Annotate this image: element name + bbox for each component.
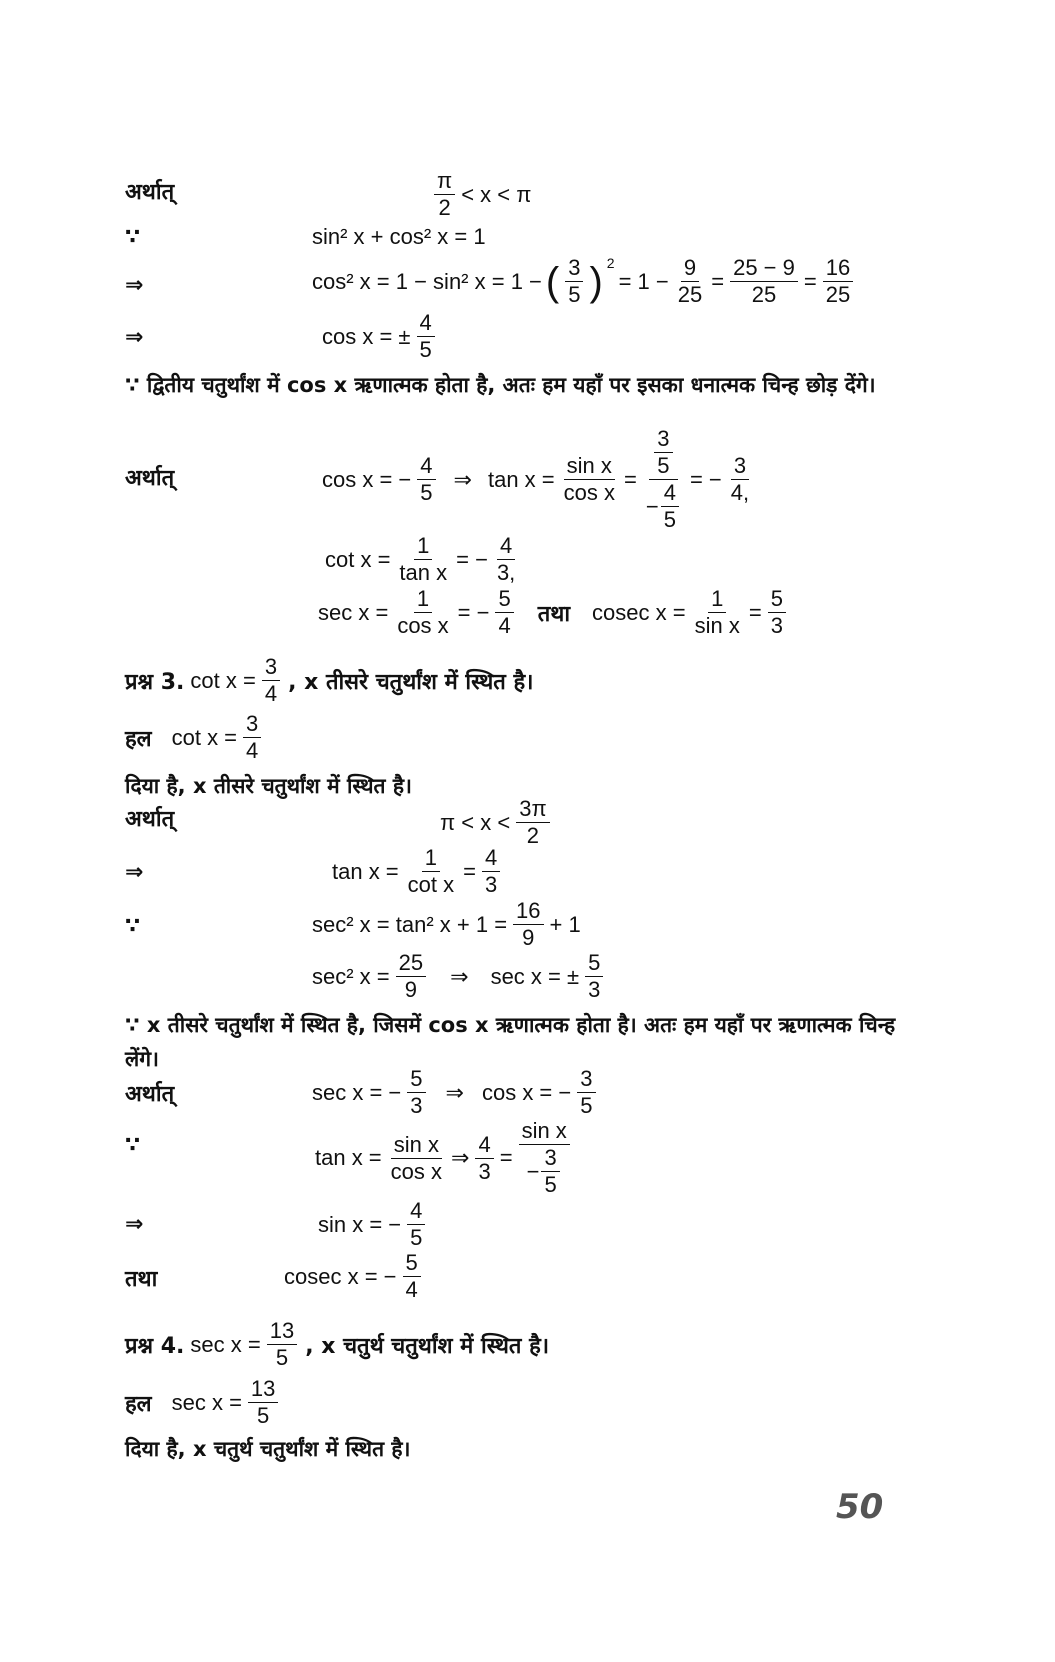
note-paragraph: ∵ x तीसरे चतुर्थांश में स्थित है, जिसमें cos x ऋणात्मक होता है। अतः हम यहाँ पर ऋणात्मक चिन्ह लेंगे।: [125, 1013, 896, 1071]
implies-symbol: ⇒: [125, 273, 144, 298]
solution-3: हल cot x = $\frac{3}{4}$: [125, 711, 263, 764]
step-sin-value: sin x = − $\frac{4}{5}$: [318, 1198, 427, 1251]
step-tan: cos x = − $\frac{4}{5}$ ⇒ tan x = $\frac{\text{sin x}}{\text{cos x}}$ = $\frac{3}{5}$ − $\frac{4}{5}$ = − $\frac{3}{4,}$: [322, 426, 750, 532]
step-sec-value: sec² x = $\frac{25}{9}$ ⇒ sec x = ± $\frac{5}{3}$: [312, 950, 605, 1003]
label-arthat: अर्थात्: [125, 1082, 175, 1107]
question-3: प्रश्न 3. cot x = $\frac{3}{4}$ , x तीसरे चतुर्थांश में स्थित है।: [125, 654, 534, 706]
solution-4: हल sec x = $\frac{13}{5}$: [125, 1376, 280, 1429]
given-paragraph: दिया है, x तीसरे चतुर्थांश में स्थित है।: [125, 774, 412, 798]
step-cosec-value: cosec x = − $\frac{5}{4}$: [284, 1250, 423, 1303]
step-interval-3: π < x < $\frac{3\pi}{2}$: [440, 796, 552, 849]
note-paragraph: ∵ द्वितीय चतुर्थांश में cos x ऋणात्मक होता है, अतः हम यहाँ पर इसका धनात्मक चिन्ह छोड़ देंगे।: [125, 373, 876, 397]
step-sec-cosec: sec x = $\frac{1}{\text{cos x}}$ = − $\frac{5}{4}$ तथा cosec x = $\frac{1}{\text{sin x}}$ = $\frac{5}{3}$: [318, 586, 788, 639]
label-arthat: अर्थात्: [125, 180, 175, 205]
step-cot: cot x = $\frac{1}{\text{tan x}}$ = − $\frac{4}{3,}$: [325, 533, 516, 585]
implies-symbol: ⇒: [125, 860, 144, 885]
given-paragraph: दिया है, x चतुर्थ चतुर्थांश में स्थित है।: [125, 1437, 411, 1461]
since-symbol: ∵: [125, 225, 141, 250]
implies-symbol: ⇒: [125, 325, 144, 350]
label-tatha: तथा: [125, 1267, 158, 1292]
question-4: प्रश्न 4. sec x = $\frac{13}{5}$ , x चतुर्थ चतुर्थांश में स्थित है।: [125, 1318, 550, 1370]
step-identity: sin² x + cos² x = 1: [312, 224, 486, 249]
step-sec-square: sec² x = tan² x + 1 = $\frac{16}{9}$ + 1: [312, 898, 581, 950]
since-symbol: ∵: [125, 1133, 141, 1158]
step-cos-3: sec x = − $\frac{5}{3}$ ⇒ cos x = − $\frac{3}{5}$: [312, 1066, 598, 1119]
since-symbol: ∵: [125, 914, 141, 939]
implies-symbol: ⇒: [125, 1212, 144, 1237]
complex-fraction: $\frac{3}{5}$ − $\frac{4}{5}$: [643, 426, 684, 533]
page-number: 50: [836, 1487, 884, 1527]
step-interval: $\frac{\pi}{2}$ < x < π: [432, 168, 531, 221]
step-cos-value: cos x = ± $\frac{4}{5}$: [322, 310, 437, 363]
label-arthat: अर्थात्: [125, 466, 175, 491]
step-tan-sin: tan x = $\frac{\text{sin x}}{\text{cos x}}$ ⇒ $\frac{4}{3}$ = sin x − $\frac{3}{5}$: [315, 1118, 572, 1198]
step-tan-3: tan x = $\frac{1}{\text{cot x}}$ = $\frac{4}{3}$: [332, 845, 502, 898]
label-arthat: अर्थात्: [125, 807, 175, 832]
step-cos-square: cos² x = 1 − sin² x = 1 − ( $\frac{3}{5}$ ) $^2$ = 1 − $\frac{9}{25}$ = $\frac{25 - 9}{25}$ = $\frac{16}{25}$: [312, 255, 855, 308]
fraction: $\frac{\pi}{2}$: [434, 168, 455, 221]
complex-fraction: sin x − $\frac{3}{5}$: [519, 1118, 570, 1198]
